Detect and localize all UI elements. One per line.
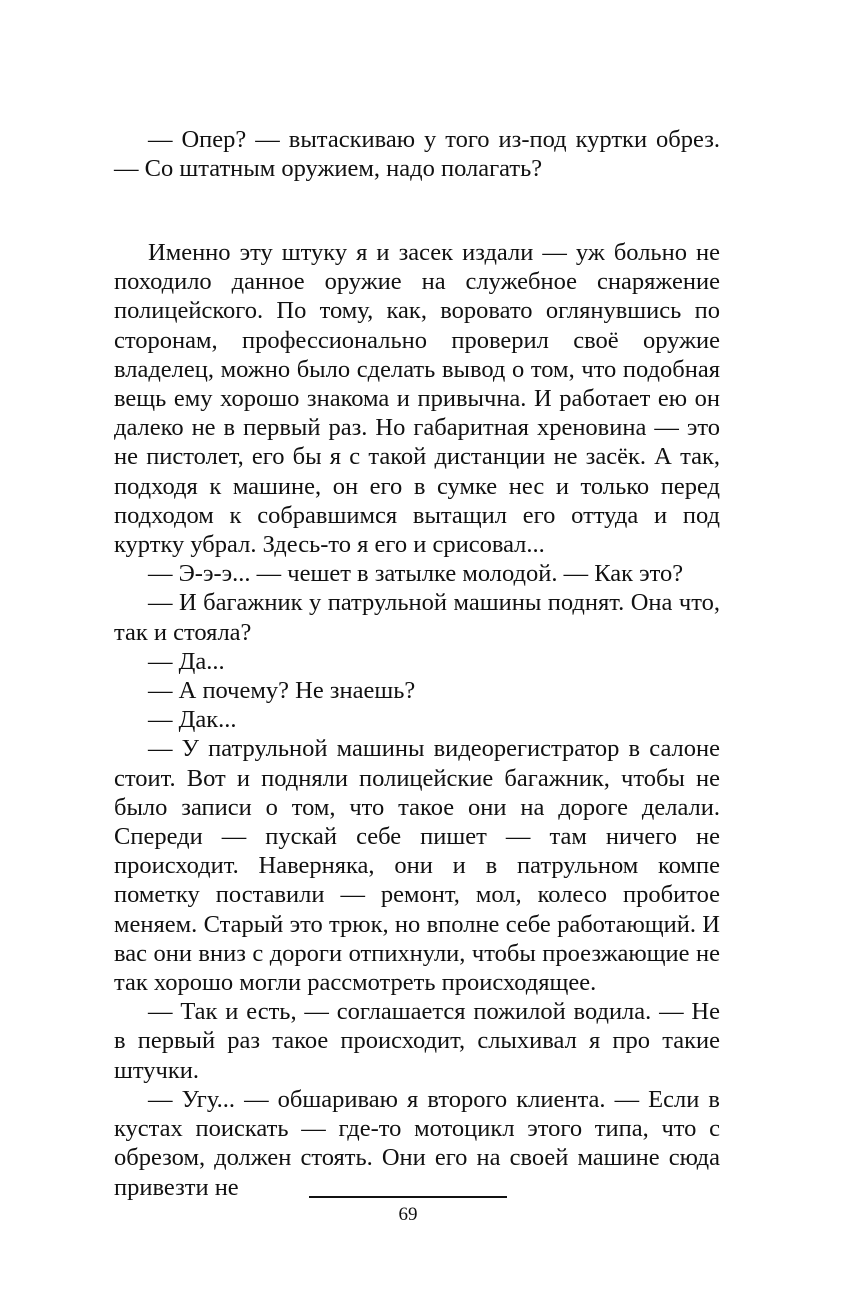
footer-rule [309, 1196, 507, 1198]
paragraph: — И багажник у патрульной машины поднят. Она что, так и стояла? [114, 589, 720, 646]
paragraph: — Опер? — вытаскиваю у того из-под куртки обрез. — Со штатным оружием, надо полагать? [114, 126, 720, 183]
paragraph: — Да... [148, 647, 225, 675]
paragraph: — Э-э-э... — чешет в затылке молодой. — Как это? [148, 560, 684, 588]
page-number: 69 [398, 1204, 418, 1225]
paragraph: — А почему? Не знаешь? [148, 677, 416, 705]
paragraph: — У патрульной машины видеорегистратор в салоне стоит. Вот и подняли полицейские багажник, чтобы не было записи о том, что такое они на дороге делали. Спереди — пускай себе пишет — там ничего не происходит. Наверняка, они и в патрульном компе пометку поставили — ремонт, мол, колесо пробитое меняем. Старый это трюк, но вполне себе работающий. И вас они вниз с дороги отпихнули, чтобы проезжающие не так хорошо могли рассмотреть происходящее. [114, 735, 720, 997]
top-text-block [114, 125, 720, 183]
paragraph: — Дак... [148, 706, 237, 734]
main-text-block [114, 238, 720, 1202]
paragraph: Именно эту штуку я и засек издали — уж больно не походило данное оружие на служебное снаряжение полицейского. По тому, как, воровато оглянувшись по сторонам, профессионально проверил своё оружие владелец, можно было сделать вывод о том, что подобная вещь ему хорошо знакома и привычна. И работает ею он далеко не в первый раз. Но габаритная хреновина — это не пистолет, его бы я с такой дистанции не засёк. А так, подходя к машине, он его в сумке нес и только перед подходом к собравшимся вытащил его оттуда и под куртку убрал. Здесь-то я его и срисовал... [114, 239, 720, 559]
paragraph: — Угу... — обшариваю я второго клиента. — Если в кустах поискать — где-то мотоцикл этого типа, что с обрезом, должен стоять. Они его на своей машине сюда привезти не [114, 1085, 720, 1201]
paragraph: — Так и есть, — соглашается пожилой водила. — Не в первый раз такое происходит, слыхивал я про такие штучки. [114, 998, 720, 1084]
